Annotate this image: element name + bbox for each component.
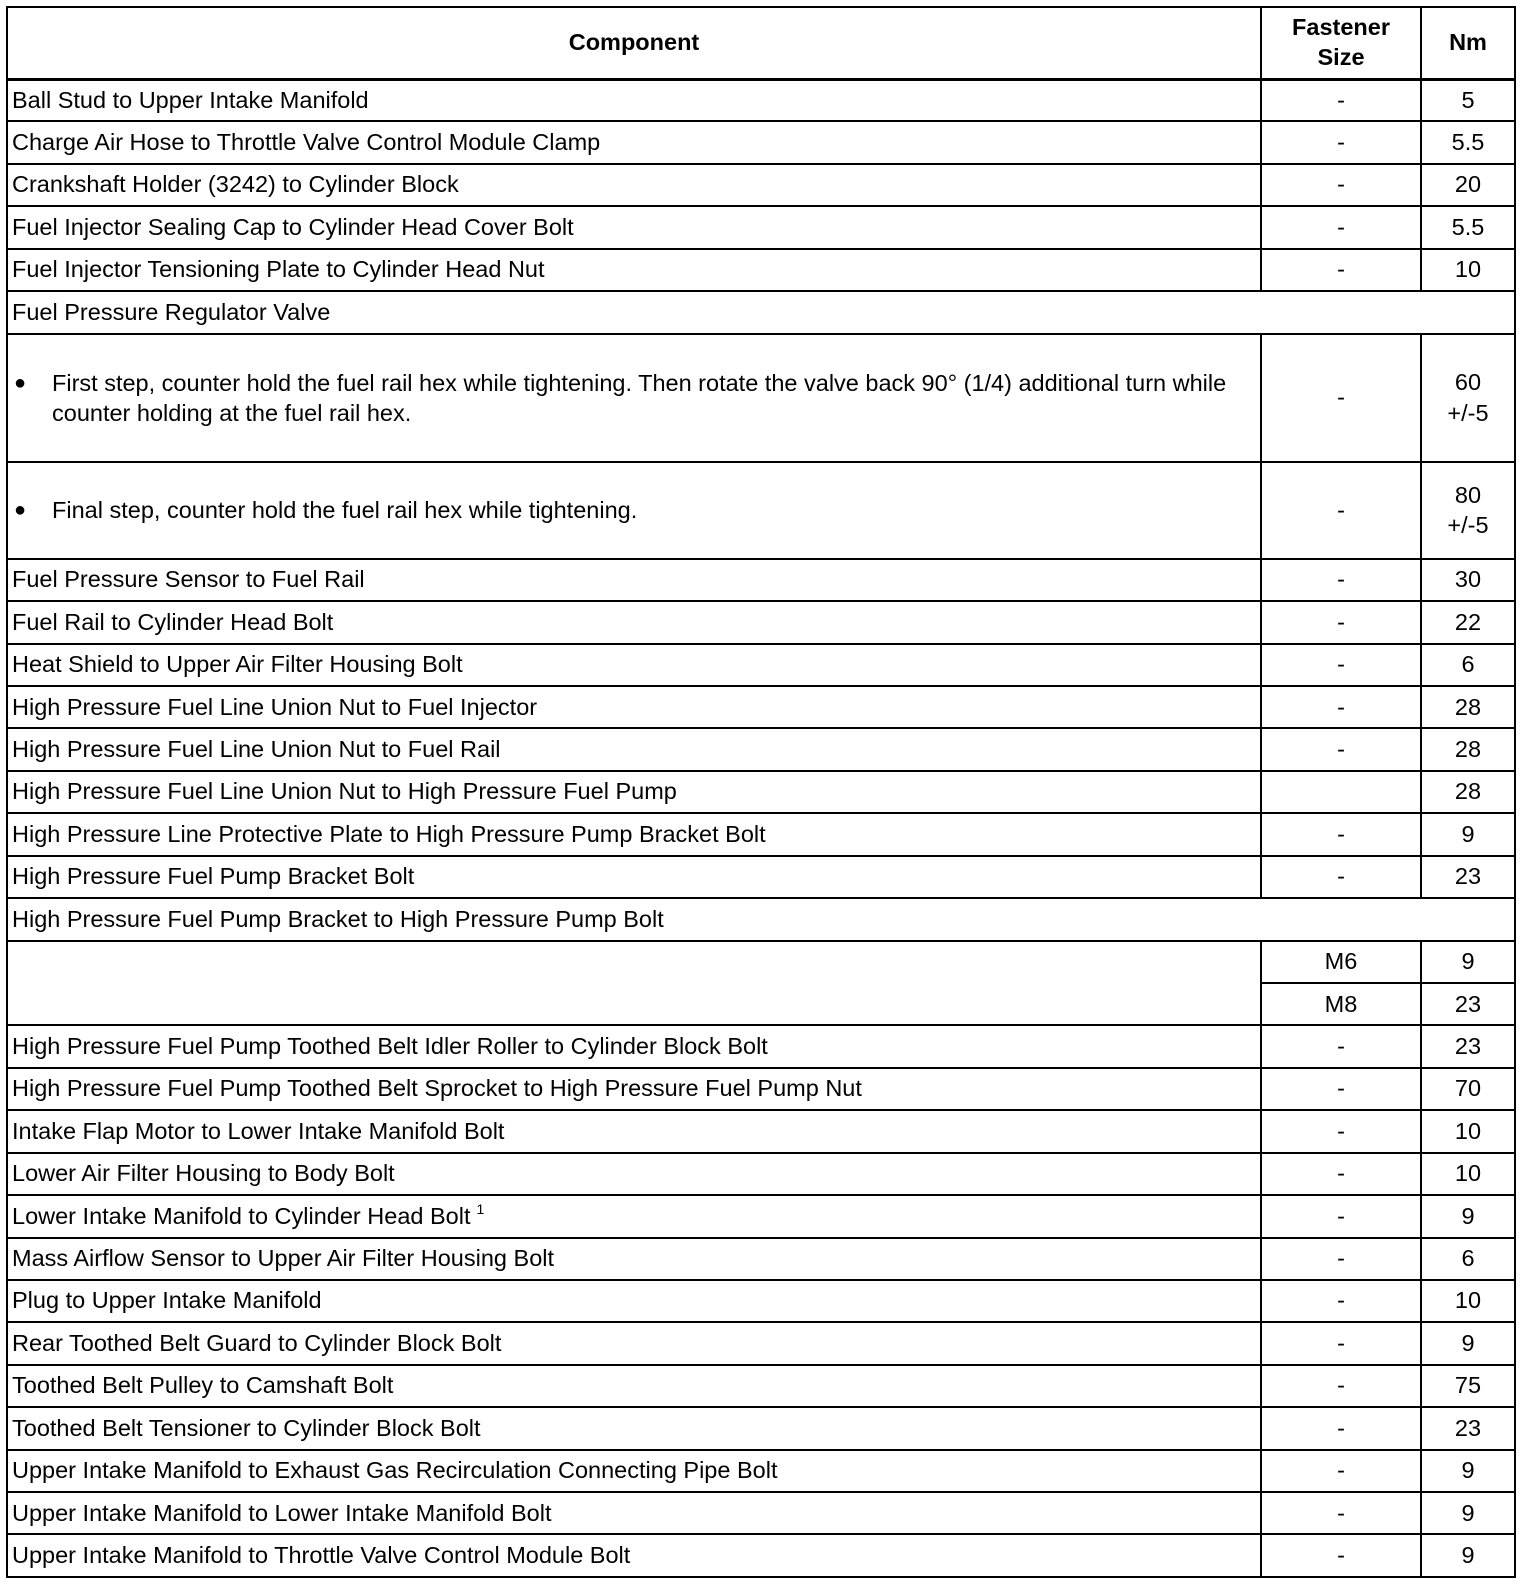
table-row <box>7 164 1515 206</box>
component-cell: Upper Intake Manifold to Lower Intake Manifold Bolt <box>7 1492 1261 1534</box>
component-header: Component <box>7 7 1261 79</box>
table-row <box>7 1450 1515 1492</box>
torque-nm-cell: 20 <box>1421 164 1515 206</box>
table-row <box>7 1068 1515 1110</box>
fastener-size-cell: - <box>1261 121 1421 163</box>
fastener-size-cell: - <box>1261 728 1421 770</box>
torque-value: 80 <box>1454 481 1482 508</box>
component-cell: Plug to Upper Intake Manifold <box>7 1280 1261 1322</box>
torque-nm-cell: 30 <box>1421 559 1515 601</box>
bullet-icon: ● <box>14 499 27 522</box>
component-cell: High Pressure Fuel Line Union Nut to Fuel Injector <box>7 686 1261 728</box>
fastener-size-cell: - <box>1261 1492 1421 1534</box>
fastener-size-cell: - <box>1261 334 1421 462</box>
table-row <box>7 1025 1515 1067</box>
table-row <box>7 249 1515 291</box>
fastener-size-cell: - <box>1261 1365 1421 1407</box>
torque-nm-cell: 10 <box>1421 1153 1515 1195</box>
torque-nm-cell: 10 <box>1421 1280 1515 1322</box>
size-row <box>7 941 1515 983</box>
component-cell: Fuel Pressure Sensor to Fuel Rail <box>7 559 1261 601</box>
fastener-header-line2: Size <box>1317 43 1365 70</box>
fastener-size-cell: - <box>1261 601 1421 643</box>
component-cell: Fuel Injector Tensioning Plate to Cylinder Head Nut <box>7 249 1261 291</box>
torque-nm-cell: 22 <box>1421 601 1515 643</box>
component-cell: High Pressure Fuel Pump Bracket Bolt <box>7 856 1261 898</box>
step-text: First step, counter hold the fuel rail hex while tightening. Then rotate the valve back 90° (1/4) additional turn while counter holding at the fuel rail hex. <box>52 369 1227 426</box>
section-heading-row <box>7 898 1515 940</box>
torque-nm-cell: 10 <box>1421 1110 1515 1152</box>
torque-nm-cell: 75 <box>1421 1365 1515 1407</box>
torque-nm-cell: 5.5 <box>1421 121 1515 163</box>
fastener-size-cell: - <box>1261 249 1421 291</box>
torque-nm-cell: 9 <box>1421 1534 1515 1577</box>
component-cell: Fuel Rail to Cylinder Head Bolt <box>7 601 1261 643</box>
torque-nm-cell <box>1421 334 1515 462</box>
nm-header: Nm <box>1421 7 1515 79</box>
fastener-size-cell: - <box>1261 462 1421 559</box>
table-row <box>7 559 1515 601</box>
section-heading: Fuel Pressure Regulator Valve <box>7 291 1515 333</box>
torque-spec-table <box>6 6 1516 1578</box>
torque-nm-cell: 6 <box>1421 1238 1515 1280</box>
torque-nm-cell: 5 <box>1421 79 1515 121</box>
torque-nm-cell: 9 <box>1421 1195 1515 1237</box>
bullet-line <box>12 368 1256 428</box>
section-heading-row <box>7 291 1515 333</box>
component-cell: Lower Air Filter Housing to Body Bolt <box>7 1153 1261 1195</box>
table-row <box>7 121 1515 163</box>
table-row <box>7 601 1515 643</box>
component-cell: Upper Intake Manifold to Exhaust Gas Recirculation Connecting Pipe Bolt <box>7 1450 1261 1492</box>
torque-nm-cell: 28 <box>1421 728 1515 770</box>
table-row <box>7 206 1515 248</box>
table-row <box>7 1110 1515 1152</box>
component-cell: Heat Shield to Upper Air Filter Housing Bolt <box>7 644 1261 686</box>
fastener-size-cell: - <box>1261 856 1421 898</box>
fastener-size-cell: - <box>1261 644 1421 686</box>
component-cell: Toothed Belt Tensioner to Cylinder Block Bolt <box>7 1407 1261 1449</box>
fastener-size-cell: - <box>1261 686 1421 728</box>
torque-nm-cell: 23 <box>1421 1407 1515 1449</box>
table-row <box>7 1238 1515 1280</box>
table-row <box>7 1492 1515 1534</box>
component-cell: High Pressure Fuel Line Union Nut to High Pressure Fuel Pump <box>7 771 1261 813</box>
torque-nm-cell: 10 <box>1421 249 1515 291</box>
header-row <box>7 7 1515 79</box>
torque-nm-cell: 9 <box>1421 1450 1515 1492</box>
fastener-size-cell: - <box>1261 1450 1421 1492</box>
component-cell: Crankshaft Holder (3242) to Cylinder Block <box>7 164 1261 206</box>
torque-nm-cell: 9 <box>1421 813 1515 855</box>
component-cell: Rear Toothed Belt Guard to Cylinder Block Bolt <box>7 1322 1261 1364</box>
torque-nm-cell: 28 <box>1421 686 1515 728</box>
component-cell: High Pressure Fuel Line Union Nut to Fuel Rail <box>7 728 1261 770</box>
table-row <box>7 686 1515 728</box>
table-row <box>7 1280 1515 1322</box>
fastener-size-cell: - <box>1261 1238 1421 1280</box>
table-row <box>7 1365 1515 1407</box>
table-row <box>7 79 1515 121</box>
table-row <box>7 1407 1515 1449</box>
bullet-icon: ● <box>14 371 27 394</box>
empty-cell <box>7 941 1261 1026</box>
torque-nm-cell: 5.5 <box>1421 206 1515 248</box>
fastener-size-cell: M6 <box>1261 941 1421 983</box>
fastener-size-cell: - <box>1261 206 1421 248</box>
fastener-size-cell: - <box>1261 1068 1421 1110</box>
torque-nm-cell: 6 <box>1421 644 1515 686</box>
fastener-size-cell: - <box>1261 813 1421 855</box>
table-row <box>7 856 1515 898</box>
component-cell: Ball Stud to Upper Intake Manifold <box>7 79 1261 121</box>
torque-value: 60 <box>1454 369 1482 396</box>
table-row <box>7 1534 1515 1577</box>
table-row <box>7 1322 1515 1364</box>
torque-tolerance: +/-5 <box>1447 512 1489 539</box>
fastener-size-cell: - <box>1261 1195 1421 1237</box>
fastener-size-cell <box>1261 771 1421 813</box>
fastener-size-cell: - <box>1261 1153 1421 1195</box>
component-cell: Mass Airflow Sensor to Upper Air Filter Housing Bolt <box>7 1238 1261 1280</box>
step-cell <box>7 462 1261 559</box>
fastener-size-cell: - <box>1261 559 1421 601</box>
component-cell: High Pressure Line Protective Plate to High Pressure Pump Bracket Bolt <box>7 813 1261 855</box>
component-cell: High Pressure Fuel Pump Toothed Belt Sprocket to High Pressure Fuel Pump Nut <box>7 1068 1261 1110</box>
torque-nm-cell: 28 <box>1421 771 1515 813</box>
torque-nm-cell: 23 <box>1421 1025 1515 1067</box>
fastener-size-cell: - <box>1261 1110 1421 1152</box>
step-row <box>7 334 1515 462</box>
fastener-size-cell: - <box>1261 1025 1421 1067</box>
step-cell <box>7 334 1261 462</box>
table-body <box>7 79 1515 1577</box>
fastener-size-cell: - <box>1261 1407 1421 1449</box>
fastener-size-cell: - <box>1261 1322 1421 1364</box>
fastener-size-cell: - <box>1261 79 1421 121</box>
table-row <box>7 644 1515 686</box>
fastener-size-cell: - <box>1261 164 1421 206</box>
torque-nm-cell: 23 <box>1421 856 1515 898</box>
table-row <box>7 813 1515 855</box>
torque-nm-cell: 9 <box>1421 941 1515 983</box>
fastener-size-cell: - <box>1261 1534 1421 1577</box>
fastener-header-line1: Fastener <box>1292 14 1390 41</box>
torque-tolerance: +/-5 <box>1447 399 1489 426</box>
component-cell <box>7 1195 1261 1237</box>
table-row <box>7 771 1515 813</box>
fastener-size-header <box>1261 7 1421 79</box>
bullet-line <box>12 495 1256 525</box>
table-row <box>7 1195 1515 1237</box>
torque-nm-cell: 23 <box>1421 983 1515 1025</box>
section-heading: High Pressure Fuel Pump Bracket to High Pressure Pump Bolt <box>7 898 1515 940</box>
component-text: Lower Intake Manifold to Cylinder Head Bolt <box>12 1203 471 1230</box>
step-row <box>7 462 1515 559</box>
component-cell: Fuel Injector Sealing Cap to Cylinder Head Cover Bolt <box>7 206 1261 248</box>
component-cell: Intake Flap Motor to Lower Intake Manifold Bolt <box>7 1110 1261 1152</box>
fastener-size-cell: - <box>1261 1280 1421 1322</box>
component-cell: Toothed Belt Pulley to Camshaft Bolt <box>7 1365 1261 1407</box>
torque-nm-cell: 70 <box>1421 1068 1515 1110</box>
torque-nm-cell <box>1421 462 1515 559</box>
torque-nm-cell: 9 <box>1421 1322 1515 1364</box>
table-row <box>7 1153 1515 1195</box>
component-cell: Charge Air Hose to Throttle Valve Control Module Clamp <box>7 121 1261 163</box>
footnote-marker: 1 <box>476 1201 485 1218</box>
table-row <box>7 728 1515 770</box>
torque-nm-cell: 9 <box>1421 1492 1515 1534</box>
component-cell: Upper Intake Manifold to Throttle Valve Control Module Bolt <box>7 1534 1261 1577</box>
component-cell: High Pressure Fuel Pump Toothed Belt Idler Roller to Cylinder Block Bolt <box>7 1025 1261 1067</box>
fastener-size-cell: M8 <box>1261 983 1421 1025</box>
step-text: Final step, counter hold the fuel rail hex while tightening. <box>52 497 638 524</box>
